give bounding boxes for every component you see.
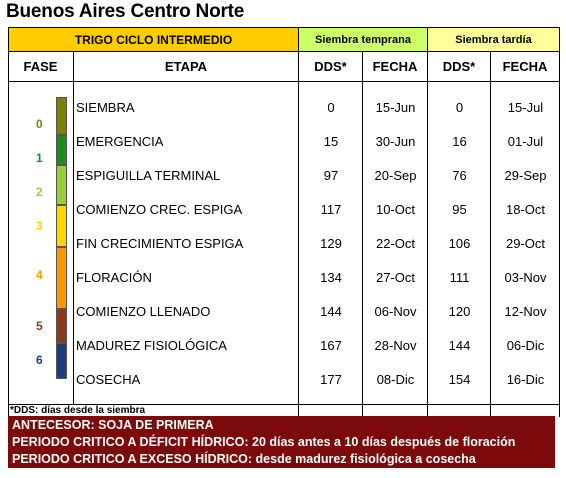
fecha-late-cell: 29-Oct: [505, 235, 545, 251]
fecha-early-cell: 22-Oct: [375, 235, 415, 251]
phenology-table: [8, 27, 560, 417]
dds-early-cell: 129: [320, 235, 342, 251]
etapa-cell: COMIENZO LLENADO: [76, 303, 211, 319]
fecha-early-cell: 08-Dic: [376, 371, 415, 387]
fecha-late-cell: 29-Sep: [504, 167, 547, 183]
phase-label-5: 5: [36, 319, 43, 333]
dds-early-cell: 15: [323, 133, 339, 149]
dds-late-cell: 95: [452, 201, 467, 217]
fecha-late-cell: 12-Nov: [504, 303, 547, 319]
fecha-early-cell: 20-Sep: [374, 167, 417, 183]
dds-early-cell: 167: [320, 337, 342, 353]
col-etapa: ETAPA: [74, 52, 299, 82]
dds-early-cell: 117: [320, 201, 342, 217]
fecha-late-cell: 06-Dic: [506, 337, 545, 353]
etapa-cell: EMERGENCIA: [76, 133, 164, 149]
etapa-cell: FLORACIÓN: [76, 269, 152, 285]
dds-late-cell: 111: [449, 269, 470, 285]
table-row: [8, 158, 560, 192]
phase-label-3: 3: [36, 219, 43, 233]
col-dds-early: DDS*: [299, 52, 363, 82]
dds-late-cell: 76: [452, 167, 467, 183]
table-row: [8, 362, 560, 396]
fecha-early-cell: 15-Jun: [375, 99, 416, 115]
phase-label-4: 4: [36, 268, 43, 282]
col-fase: FASE: [8, 52, 74, 82]
dds-late-cell: 106: [448, 235, 471, 251]
exceso-note: PERIODO CRITICO A EXCESO HÍDRICO: desde madurez fisiológica a cosecha: [12, 452, 476, 466]
fecha-early-cell: 10-Oct: [375, 201, 415, 217]
dds-late-cell: 154: [448, 371, 471, 387]
phase-label-1: 1: [36, 151, 43, 165]
fecha-late-cell: 01-Jul: [507, 133, 544, 149]
fecha-early-cell: 27-Oct: [375, 269, 415, 285]
table-row: [8, 192, 560, 226]
dds-late-cell: 120: [448, 303, 471, 319]
fecha-late-cell: 03-Nov: [504, 269, 547, 285]
dds-early-cell: 144: [320, 303, 342, 319]
phase-label-6: 6: [36, 353, 43, 367]
col-fecha-late: FECHA: [491, 52, 560, 82]
fecha-late-cell: 18-Oct: [505, 201, 545, 217]
phase-label-0: 0: [36, 117, 43, 131]
dds-late-cell: 144: [448, 337, 471, 353]
crop-header: TRIGO CICLO INTERMEDIO: [8, 27, 299, 52]
fecha-early-cell: 06-Nov: [374, 303, 417, 319]
dds-footnote: *DDS: días desde la siembra: [10, 405, 146, 416]
etapa-cell: COSECHA: [76, 371, 141, 387]
dds-early-cell: 177: [320, 371, 342, 387]
etapa-cell: FIN CRECIMIENTO ESPIGA: [76, 235, 244, 251]
etapa-cell: MADUREZ FISIOLÓGICA: [76, 337, 227, 353]
late-sowing-header: Siembra tardía: [427, 27, 560, 52]
table-row: [8, 328, 560, 362]
fecha-late-cell: 15-Jul: [507, 99, 544, 115]
critical-periods-notes: [8, 416, 555, 468]
dds-early-cell: 134: [320, 269, 342, 285]
table-row: [8, 124, 560, 158]
table-row: [8, 294, 560, 328]
col-dds-late: DDS*: [428, 52, 491, 82]
table-row: [8, 260, 560, 294]
table-row: [8, 226, 560, 260]
table-row: [8, 90, 560, 124]
early-sowing-header: Siembra temprana: [298, 27, 428, 52]
col-fecha-early: FECHA: [363, 52, 428, 82]
antecesor-note: ANTECESOR: SOJA DE PRIMERA: [12, 418, 214, 432]
dds-late-cell: 0: [455, 99, 464, 115]
etapa-cell: ESPIGUILLA TERMINAL: [76, 167, 221, 183]
deficit-note: PERIODO CRITICO A DÉFICIT HÍDRICO: 20 días antes a 10 días después de floración: [12, 435, 516, 449]
etapa-cell: SIEMBRA: [76, 99, 135, 115]
fecha-early-cell: 30-Jun: [375, 133, 416, 149]
dds-late-cell: 16: [452, 133, 467, 149]
fecha-early-cell: 28-Nov: [374, 337, 417, 353]
etapa-cell: COMIENZO CREC. ESPIGA: [76, 201, 243, 217]
page-title: Buenos Aires Centro Norte: [6, 1, 245, 22]
dds-early-cell: 0: [327, 99, 335, 115]
fecha-late-cell: 16-Dic: [506, 371, 545, 387]
phase-label-2: 2: [36, 185, 43, 199]
dds-early-cell: 97: [323, 167, 339, 183]
